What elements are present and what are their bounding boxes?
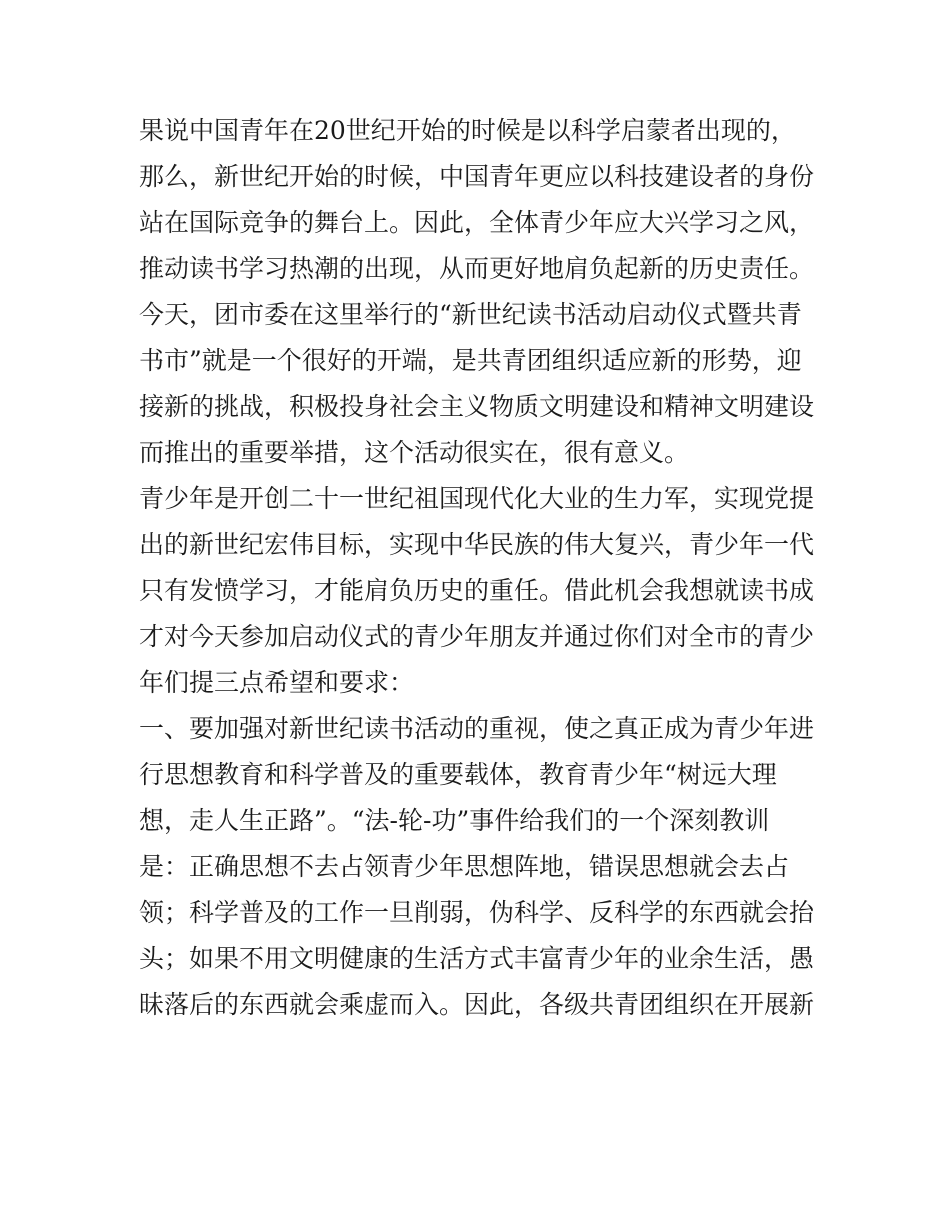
text-line: 青少年是开创二十一世纪祖国现代化大业的生力军，实现党提 [139, 484, 815, 513]
text-line: 接新的挑战，积极投身社会主义物质文明建设和精神文明建设 [139, 392, 815, 421]
text-line: 只有发愤学习，才能肩负历史的重任。借此机会我想就读书成 [139, 576, 815, 605]
text-line: 今天，团市委在这里举行的“新世纪读书活动启动仪式暨共青 [139, 300, 802, 329]
text-line: 果说中国青年在20世纪开始的时候是以科学启蒙者出现的， [139, 116, 796, 145]
text-line: 想，走人生正路”。“法-轮-功”事件给我们的一个深刻教训 [139, 806, 770, 835]
document-body [139, 108, 829, 1028]
text-line: 年们提三点希望和要求： [139, 668, 415, 697]
text-line: 行思想教育和科学普及的重要载体，教育青少年“树远大理 [139, 760, 777, 789]
text-line: 是：正确思想不去占领青少年思想阵地，错误思想就会去占 [139, 852, 790, 881]
text-line: 而推出的重要举措，这个活动很实在，很有意义。 [139, 438, 690, 467]
text-line: 书市”就是一个很好的开端，是共青团组织适应新的形势，迎 [139, 346, 802, 375]
text-line: 头；如果不用文明健康的生活方式丰富青少年的业余生活，愚 [139, 944, 815, 973]
text-line: 一、要加强对新世纪读书活动的重视，使之真正成为青少年进 [139, 714, 815, 743]
text-line: 才对今天参加启动仪式的青少年朋友并通过你们对全市的青少 [139, 622, 815, 651]
text-line: 那么，新世纪开始的时候，中国青年更应以科技建设者的身份 [139, 162, 815, 191]
text-line: 出的新世纪宏伟目标，实现中华民族的伟大复兴，青少年一代 [139, 530, 815, 559]
text-line: 站在国际竞争的舞台上。因此，全体青少年应大兴学习之风， [139, 208, 815, 237]
text-line: 推动读书学习热潮的出现，从而更好地肩负起新的历史责任。 [139, 254, 815, 283]
text-line: 昧落后的东西就会乘虚而入。因此，各级共青团组织在开展新 [139, 990, 815, 1019]
text-line: 领；科学普及的工作一旦削弱，伪科学、反科学的东西就会抬 [139, 898, 815, 927]
